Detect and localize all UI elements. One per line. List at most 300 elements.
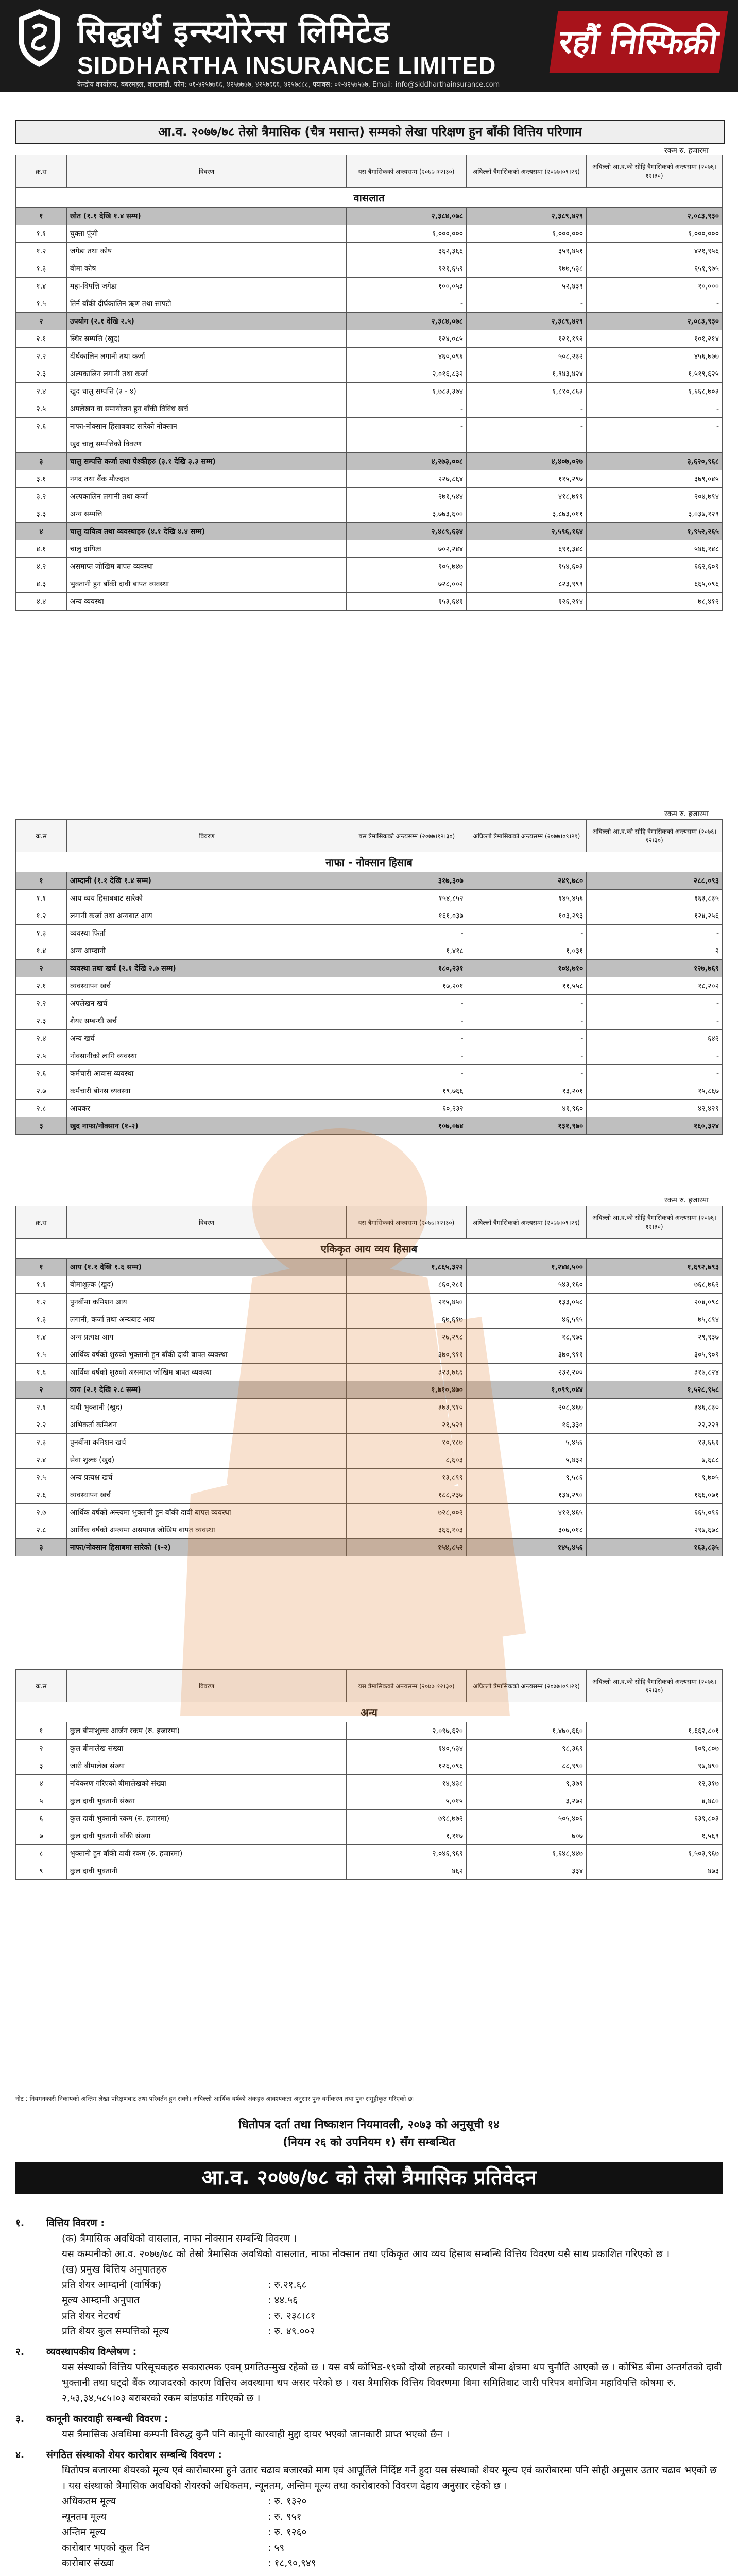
table-row <box>16 977 723 995</box>
row-sn: ६ <box>16 1810 67 1827</box>
company-contact: केन्द्रीय कार्यालय, बबरमहल, काठमाडौं, फोन: ०१-४२५७७६६, ४२५७७७७, ४२५७६६६, ४२५७८८८, फ्याक्स: ०१-४२५७५७७, Email: info@siddharthainsurance.com <box>77 81 500 89</box>
kv-item <box>15 2308 723 2324</box>
row-prev-year: - <box>587 995 723 1012</box>
row-sn: २.६ <box>16 1486 67 1504</box>
row-sn: २.४ <box>16 383 67 400</box>
row-sn: २.२ <box>16 995 67 1012</box>
company-name-english: SIDDHARTHA INSURANCE LIMITED <box>77 52 496 79</box>
table-row <box>16 925 723 942</box>
table-row <box>16 225 723 243</box>
row-prev-quarter: ५०५,४०६ <box>467 1810 587 1827</box>
table-row <box>16 453 723 470</box>
row-prev-year: ४,४८० <box>587 1792 723 1810</box>
row-prev-year: २९,९३७ <box>586 1329 722 1346</box>
row-prev-year: १२७,७६९ <box>587 960 723 977</box>
row-this-quarter: १,४१८ <box>347 942 467 960</box>
row-prev-year: २०४,०९८ <box>586 1294 722 1311</box>
share-list <box>15 2494 723 2571</box>
row-this-quarter: १००,०५३ <box>347 278 467 295</box>
table-row <box>16 890 723 907</box>
row-prev-year: - <box>587 1047 723 1065</box>
row-label: आर्थिक वर्षको शुरुको भुक्तानी हुन बाँकी दावी बापत व्यवस्था <box>66 1346 346 1364</box>
table-row <box>16 348 723 365</box>
col-this-quarter: यस त्रैमासिकको अन्त्यसम्म (२०७७।१२।३०) <box>347 1670 467 1702</box>
row-this-quarter: १४०,५३४ <box>347 1740 467 1757</box>
row-prev-quarter: ३५९,४५१ <box>467 243 587 260</box>
table-row <box>16 1539 723 1556</box>
row-prev-quarter: ५,४३२ <box>466 1451 586 1469</box>
table-row <box>16 260 723 278</box>
row-prev-quarter: १४५,४५६ <box>466 1539 586 1556</box>
row-label: कर्मचारी आवास व्यवस्था <box>67 1065 347 1082</box>
row-prev-year: ३१७,८२४ <box>586 1364 722 1381</box>
col-this-quarter: यस त्रैमासिकको अन्त्यसम्म (२०७७।१२।३०) <box>347 155 467 188</box>
table-row <box>16 1065 723 1082</box>
row-sn: २.१ <box>16 330 67 348</box>
row-prev-quarter: ११,५५८ <box>467 977 587 995</box>
row-prev-quarter: ९,५८६ <box>466 1469 586 1486</box>
row-sn: १.५ <box>16 1346 67 1364</box>
table-row <box>16 1346 723 1364</box>
row-prev-year: १६३,८३५ <box>586 1539 722 1556</box>
row-label: आर्थिक वर्षको अन्त्यमा भुक्तानी हुन बाँकी दावी बापत व्यवस्था <box>66 1504 346 1521</box>
table-row <box>16 1757 723 1775</box>
row-this-quarter: २,४८९,६३४ <box>347 523 467 540</box>
row-this-quarter: ४६०,०९६ <box>347 348 467 365</box>
row-sn: १ <box>16 1259 67 1276</box>
row-prev-year: ७६८,७६२ <box>586 1276 722 1294</box>
row-label: अन्य खर्च <box>67 1030 347 1047</box>
col-particulars: विवरण <box>66 1670 346 1702</box>
table-row <box>16 295 723 313</box>
row-this-quarter: ७०२,२४४ <box>347 540 467 558</box>
row-this-quarter: १३,८९९ <box>346 1469 466 1486</box>
row-sn: ३ <box>16 1757 67 1775</box>
row-prev-quarter: ४१२,४६५ <box>466 1504 586 1521</box>
row-this-quarter: १०७,०७४ <box>347 1117 467 1135</box>
row-sn: २.५ <box>16 1469 67 1486</box>
row-this-quarter: ३६२,३६६ <box>347 243 467 260</box>
row-sn: २.३ <box>16 365 67 383</box>
row-prev-year: ४२,४२९ <box>587 1100 723 1117</box>
row-prev-year: १३,६६१ <box>586 1434 722 1451</box>
section-text: यस संस्थाको वित्तिय परिसूचकहरु सकारात्मक एवम् प्रगतिउन्मुख रहेको छ । यस वर्ष कोभिड-१९को दोस्रो लहरको कारणले बीमा क्षेत्रमा थप चुनौति आएको छ । कोभिड बीमा अन्तर्गतको दावी भुक्तानी तथा घट्दो बैंक व्याजदरको कारण वित्तिय अवस्थामा थप असर परेको छ । यस त्रैमासिक वित्तिय विवरणमा बिमा समितिबाट जारी परिपत्र बमोजिम महाविपत्ति कोषमा रु. २,५३,३४,५८५।०३ बराबरको रकम बांडफांड गरिएको छ । <box>62 2362 722 2404</box>
section-subheading: (ख) प्रमुख वित्तिय अनुपातहरु <box>62 2264 167 2275</box>
table-row <box>16 1862 723 1880</box>
row-prev-quarter: २,५९६,१६४ <box>467 523 587 540</box>
row-prev-quarter: १,०००,००० <box>467 225 587 243</box>
row-label: आर्थिक वर्षको शुरुको असमाप्त जोखिम बापत व्यवस्था <box>66 1364 346 1381</box>
row-this-quarter: ४,२७३,००८ <box>347 453 467 470</box>
row-prev-year: ७,६८८ <box>586 1451 722 1469</box>
row-prev-quarter: १,४७०,६६० <box>467 1722 587 1740</box>
row-prev-year: १०१,२१४ <box>586 330 722 348</box>
others-table <box>15 1669 723 1880</box>
row-sn: १.१ <box>16 1276 67 1294</box>
row-sn: २.५ <box>16 1047 67 1065</box>
row-sn: १.२ <box>16 1294 67 1311</box>
row-sn: १.१ <box>16 890 67 907</box>
row-sn: ९ <box>16 1862 67 1880</box>
row-this-quarter: २१५,४५० <box>346 1294 466 1311</box>
table-row <box>16 1100 723 1117</box>
row-label: कुल बीमाशुल्क आर्जन रकम (रु. हजारमा) <box>66 1722 346 1740</box>
row-sn: ४ <box>16 523 67 540</box>
row-prev-year: ९७,४९० <box>587 1757 723 1775</box>
row-prev-year: १,५०३,९६७ <box>587 1845 723 1862</box>
row-label: कुल दावी भुक्तानी बाँकी संख्या <box>66 1827 346 1845</box>
row-label: बीमाशुल्क (खुद) <box>66 1276 346 1294</box>
row-this-quarter: - <box>347 1065 467 1082</box>
row-label: व्यय (२.१ देखि २.८ सम्म) <box>66 1381 346 1399</box>
quarterly-report <box>15 2210 723 2576</box>
row-prev-quarter: ९८,३६९ <box>467 1740 587 1757</box>
row-prev-quarter: - <box>467 1030 587 1047</box>
row-prev-quarter: - <box>467 1012 587 1030</box>
row-sn: ३.२ <box>16 488 67 505</box>
row-sn: ३ <box>16 1117 67 1135</box>
table-row <box>16 1434 723 1451</box>
row-prev-quarter: ६९१,३४८ <box>467 540 587 558</box>
row-this-quarter: १८८,२३७ <box>346 1486 466 1504</box>
row-prev-year: २,०८३,९३० <box>586 208 722 225</box>
col-sn: क्र.स <box>16 1670 67 1702</box>
row-prev-quarter: - <box>467 400 587 418</box>
row-prev-quarter: - <box>467 418 587 435</box>
row-this-quarter: ७२८,००२ <box>346 1504 466 1521</box>
ratio-list <box>15 2277 723 2339</box>
row-sn: १.३ <box>16 925 67 942</box>
row-sn: १.४ <box>16 942 67 960</box>
row-sn: २.५ <box>16 400 67 418</box>
section-text: यस कम्पनीको आ.व. २०७७/७८ को तेस्रो त्रैमासिक अवधिको वासलात, नाफा नोक्सान तथा एकिकृत आय व्यय हिसाब सम्बन्धि वित्तिय विवरण यसै साथ प्रकाशित गरिएको छ । <box>62 2248 670 2260</box>
row-label: अन्य सम्पत्ति <box>66 505 346 523</box>
row-label: चालु सम्पत्ति कर्जा तथा पेश्कीहरु (३.१ देखि ३.३ सम्म) <box>66 453 346 470</box>
table-section-title <box>16 1702 723 1722</box>
col-prev-quarter: अघिल्लो त्रैमासिकको अन्त्यसम्म (२०७७।०९।२९) <box>467 820 587 852</box>
row-sn: ३ <box>16 1539 67 1556</box>
row-label: बीमा कोष <box>66 260 346 278</box>
row-this-quarter: १०,१८७ <box>346 1434 466 1451</box>
row-sn: २.२ <box>16 348 67 365</box>
table-row <box>16 1329 723 1346</box>
row-prev-quarter: १३३,०५८ <box>466 1294 586 1311</box>
table-row <box>16 505 723 523</box>
row-label: आयकर <box>67 1100 347 1117</box>
table-row <box>16 558 723 575</box>
table-row <box>16 1294 723 1311</box>
row-this-quarter: ६०,२३२ <box>347 1100 467 1117</box>
kv-value: : रु. १२६० <box>268 2527 307 2538</box>
row-label: उपयोग (२.१ देखि २.५) <box>66 313 346 330</box>
section-heading: ३. कानूनी कारवाही सम्बन्धी विवरण : <box>15 2413 168 2425</box>
row-prev-quarter: २,३८९,४२९ <box>467 313 587 330</box>
row-this-quarter: १२४,०८५ <box>347 330 467 348</box>
row-prev-quarter: ३३४ <box>467 1862 587 1880</box>
row-sn: २.७ <box>16 1082 67 1100</box>
row-sn: २.१ <box>16 1399 67 1416</box>
kv-key: प्रति शेयर नेटवर्थ <box>62 2310 121 2321</box>
kv-key: अधिकतम मूल्य <box>62 2496 116 2507</box>
row-sn: ७ <box>16 1827 67 1845</box>
table-row <box>16 1047 723 1065</box>
table-row <box>16 330 723 348</box>
row-prev-year: ४७३ <box>587 1862 723 1880</box>
row-sn: १.२ <box>16 907 67 925</box>
kv-item <box>15 2494 723 2509</box>
table-row <box>16 1792 723 1810</box>
row-prev-year: १,६६२,८०१ <box>587 1722 723 1740</box>
row-this-quarter: २१,५२९ <box>346 1416 466 1434</box>
row-prev-year: ६५१,९७५ <box>586 260 722 278</box>
row-prev-quarter: १८,९७६ <box>466 1329 586 1346</box>
section-title: एकिकृत आय व्यय हिसाब <box>16 1239 723 1259</box>
row-prev-quarter: २०८,४६७ <box>466 1399 586 1416</box>
row-this-quarter: २,०१६,८३२ <box>347 365 467 383</box>
company-header <box>0 0 738 92</box>
row-label: अन्य प्रत्यक्ष खर्च <box>66 1469 346 1486</box>
annex-line-1: धितोपत्र दर्ता तथा निष्काशन नियमावली, २०७३ को अनुसूची १४ <box>238 2119 500 2131</box>
row-sn: २.८ <box>16 1100 67 1117</box>
row-sn: १.३ <box>16 1311 67 1329</box>
table-section-title <box>16 852 723 872</box>
row-sn: ४.३ <box>16 575 67 593</box>
table-row <box>16 942 723 960</box>
row-label: खुद चालु सम्पत्ति (३ - ४) <box>66 383 346 400</box>
kv-key: न्यूनतम मूल्य <box>62 2511 107 2522</box>
kv-value: : रु. ९५१ <box>268 2511 302 2522</box>
row-prev-quarter: १,२४४,५०० <box>466 1259 586 1276</box>
row-prev-quarter: ८२३,९९९ <box>467 575 587 593</box>
row-prev-year: ४५६,७७७ <box>586 348 722 365</box>
kv-value: : रु. ४९.००२ <box>268 2326 315 2337</box>
kv-key: मूल्य आम्दानी अनुपात <box>62 2295 140 2306</box>
row-label: लगानी कर्जा तथा अन्यबाट आय <box>67 907 347 925</box>
row-prev-quarter: ४,४०७,०२७ <box>467 453 587 470</box>
row-this-quarter: ३२३,७६६ <box>346 1364 466 1381</box>
company-slogan: रहौं निस्फिक्री <box>550 11 728 73</box>
table-row <box>16 208 723 225</box>
row-sn: १ <box>16 208 67 225</box>
kv-item <box>15 2293 723 2308</box>
row-prev-year: ७५,८९४ <box>586 1311 722 1329</box>
table-row <box>16 1399 723 1416</box>
row-sn: २.२ <box>16 1416 67 1434</box>
row-sn: १ <box>16 872 67 890</box>
table-row <box>16 1082 723 1100</box>
row-label: व्यवस्थापन खर्च <box>67 977 347 995</box>
row-this-quarter: - <box>347 418 467 435</box>
row-label: पुनर्बीमा कमिशन खर्च <box>66 1434 346 1451</box>
row-label: अभिकर्ता कमिशन <box>66 1416 346 1434</box>
row-prev-year: ३,६२०,९६८ <box>586 453 722 470</box>
row-this-quarter: ३७३,९१० <box>346 1399 466 1416</box>
company-name-nepali: सिद्धार्थ इन्स्योरेन्स लिमिटेड <box>77 14 391 50</box>
row-this-quarter: ७२८,००२ <box>347 575 467 593</box>
col-prev-quarter: अघिल्लो त्रैमासिकको अन्त्यसम्म (२०७७।०९।२९) <box>467 155 587 188</box>
row-prev-year: २०४,७९४ <box>586 488 722 505</box>
table-row <box>16 575 723 593</box>
row-this-quarter: १,८६५,३२२ <box>346 1259 466 1276</box>
table-row <box>16 1486 723 1504</box>
row-label: दीर्घकालिन लगानी तथा कर्जा <box>66 348 346 365</box>
row-label: पुनर्बीमा कमिशन आय <box>66 1294 346 1311</box>
row-prev-quarter: ९,३७९ <box>467 1775 587 1792</box>
row-label: जारी बीमालेख संख्या <box>66 1757 346 1775</box>
table-row <box>16 1030 723 1047</box>
row-this-quarter: १,७१०,४७० <box>346 1381 466 1399</box>
table-row <box>16 1845 723 1862</box>
col-prev-year: अघिल्लो आ.व.को सोहि त्रैमासिकको अन्त्यसम्म (२०७६।१२।३०) <box>586 1206 722 1239</box>
row-prev-quarter: ५,४५६ <box>466 1434 586 1451</box>
row-label: शेयर सम्बन्धी खर्च <box>67 1012 347 1030</box>
row-prev-quarter: ३०७,०१८ <box>466 1521 586 1539</box>
table-row <box>16 383 723 400</box>
row-label: भुक्तानी हुन बाँकी दावी बापत व्यवस्था <box>66 575 346 593</box>
row-prev-year: १,६९२,७९३ <box>586 1259 722 1276</box>
row-prev-year <box>586 435 722 453</box>
unit-label-2: रकम रु. हजारमा <box>664 810 709 818</box>
row-this-quarter: १५४,८५२ <box>347 890 467 907</box>
row-this-quarter: १८०,२३१ <box>347 960 467 977</box>
row-this-quarter: - <box>347 1030 467 1047</box>
row-prev-year: १,५२८,९५८ <box>586 1381 722 1399</box>
row-prev-year: १०,००० <box>586 278 722 295</box>
row-sn: २.८ <box>16 1521 67 1539</box>
row-prev-year: १,५१९,६२५ <box>586 365 722 383</box>
table-row <box>16 1775 723 1792</box>
row-label: चालु दायित्व तथा व्यवस्थाहरु (४.१ देखि ४.४ सम्म) <box>66 523 346 540</box>
row-prev-year: ५४६,१४८ <box>586 540 722 558</box>
table-row <box>16 278 723 295</box>
table-row <box>16 1740 723 1757</box>
table-row <box>16 523 723 540</box>
row-prev-quarter: २,३८९,४२९ <box>467 208 587 225</box>
row-this-quarter: २७,२९८ <box>346 1329 466 1346</box>
row-label: नविकरण गरिएको बीमालेखको संख्या <box>66 1775 346 1792</box>
section-title: अन्य <box>16 1702 723 1722</box>
row-label: असमाप्त जोखिम बापत व्यवस्था <box>66 558 346 575</box>
row-sn: २.३ <box>16 1434 67 1451</box>
row-label: सेवा शुल्क (खुद) <box>66 1451 346 1469</box>
unit-label-3: रकम रु. हजारमा <box>664 1196 709 1205</box>
row-sn: १.३ <box>16 260 67 278</box>
section-text: यस त्रैमासिक अवधिमा कम्पनी विरुद्ध कुनै पनि कानूनी कारवाही मुद्दा दायर भएको जानकारी प्राप्त भएको छैन । <box>62 2429 450 2440</box>
row-prev-year: ७८,४१२ <box>586 593 722 611</box>
row-prev-quarter: १३,२०१ <box>467 1082 587 1100</box>
row-label: नोक्सानीको लागि व्यवस्था <box>67 1047 347 1065</box>
row-this-quarter: ३७०,९११ <box>346 1346 466 1364</box>
row-this-quarter: ७९८,७७२ <box>347 1810 467 1827</box>
row-prev-quarter: ५२,४३९ <box>467 278 587 295</box>
row-label: कुल बीमालेख संख्या <box>66 1740 346 1757</box>
row-label: आय व्यय हिसाबबाट सारेको <box>67 890 347 907</box>
row-sn: १.२ <box>16 243 67 260</box>
kv-value: : रु. २३८।८१ <box>268 2310 316 2321</box>
row-prev-quarter: १०४,७१० <box>467 960 587 977</box>
row-prev-year: - <box>587 925 723 942</box>
row-prev-quarter: २४९,७८० <box>467 872 587 890</box>
kv-item <box>15 2555 723 2571</box>
col-particulars: विवरण <box>66 155 346 188</box>
row-label: व्यवस्था तथा खर्च (२.१ देखि २.७ सम्म) <box>67 960 347 977</box>
row-label: खुद नाफा/नोक्सान (१-२) <box>67 1117 347 1135</box>
row-prev-quarter: ५०८,२३२ <box>467 348 587 365</box>
row-prev-year: १,९५२,२६५ <box>586 523 722 540</box>
row-label: नगद तथा बैंक मौज्दात <box>66 470 346 488</box>
row-prev-year: १८,२०२ <box>587 977 723 995</box>
row-this-quarter: - <box>347 925 467 942</box>
balance-sheet-table <box>15 155 723 611</box>
row-label: अल्पकालिन लगानी तथा कर्जा <box>66 365 346 383</box>
row-prev-year: १२,३१७ <box>587 1775 723 1792</box>
row-prev-quarter: १,०३१ <box>467 942 587 960</box>
row-label: जगेडा तथा कोष <box>66 243 346 260</box>
row-prev-year: ४२१,९५६ <box>586 243 722 260</box>
row-sn: २ <box>16 313 67 330</box>
row-sn <box>16 435 67 453</box>
row-this-quarter: १९,७६६ <box>347 1082 467 1100</box>
row-prev-quarter: ४१,९६० <box>467 1100 587 1117</box>
row-prev-year: ६६५,०९६ <box>586 1504 722 1521</box>
row-prev-quarter: १,९४३,४२४ <box>467 365 587 383</box>
row-this-quarter: १७,२०१ <box>347 977 467 995</box>
kv-value: : रु.२१.६८ <box>268 2279 307 2291</box>
unit-label: रकम रु. हजारमा <box>664 147 709 155</box>
row-this-quarter <box>347 435 467 453</box>
annex-line-2: (नियम २६ को उपनियम १) सँग सम्बन्धित <box>283 2136 455 2149</box>
row-prev-year: ६६५,०९६ <box>586 575 722 593</box>
col-sn: क्र.स <box>16 155 67 188</box>
row-prev-year: १,६६८,७०३ <box>586 383 722 400</box>
row-label: व्यवस्थापन खर्च <box>66 1486 346 1504</box>
table-row <box>16 1276 723 1294</box>
row-label: आर्थिक वर्षको अन्त्यमा असमाप्त जोखिम बापत व्यवस्था <box>66 1521 346 1539</box>
row-label: कुल दावी भुक्तानी <box>66 1862 346 1880</box>
row-label: चालु दायित्व <box>66 540 346 558</box>
row-prev-quarter: ९५४,६०३ <box>467 558 587 575</box>
row-label: व्यवस्था फिर्ता <box>67 925 347 942</box>
row-this-quarter: २,०४६,९६९ <box>347 1845 467 1862</box>
col-prev-quarter: अघिल्लो त्रैमासिकको अन्त्यसम्म (२०७७।०९।२९) <box>466 1206 586 1239</box>
row-sn: २.६ <box>16 1065 67 1082</box>
row-sn: ३ <box>16 453 67 470</box>
table-row <box>16 1012 723 1030</box>
row-prev-quarter: १,०९९,०४४ <box>466 1381 586 1399</box>
row-prev-quarter: १०३,२९३ <box>467 907 587 925</box>
col-prev-quarter: अघिल्लो त्रैमासिकको अन्त्यसम्म (२०७७।०९।२९) <box>467 1670 587 1702</box>
table-row <box>16 995 723 1012</box>
section-title: वासलात <box>16 188 723 208</box>
table-row <box>16 593 723 611</box>
section-heading: ४. संगठित संस्थाको शेयर कारोबार सम्बन्धि विवरण : <box>15 2449 222 2461</box>
row-prev-quarter: ७०७ <box>467 1827 587 1845</box>
row-label: खुद चालु सम्पत्तिको विवरण <box>66 435 346 453</box>
table-row <box>16 1722 723 1740</box>
table-row <box>16 1827 723 1845</box>
row-label: नाफा-नोक्सान हिसाबबाट सारेको नोक्सान <box>66 418 346 435</box>
row-label: अपलेखन खर्च <box>67 995 347 1012</box>
section-heading: २. व्यवस्थापकीय विश्लेषण : <box>15 2346 137 2358</box>
row-sn: २.१ <box>16 977 67 995</box>
kv-item <box>15 2277 723 2293</box>
row-sn: ३.३ <box>16 505 67 523</box>
row-prev-year: २२,२२९ <box>586 1416 722 1434</box>
section-text: धितोपत्र बजारमा शेयरको मूल्य एवं कारोबारमा हुने उतार चढाव बजारको माग एवं आपूर्तिले निर्दिष्ट गर्ने हुदा यस संस्थाको शेयर मूल्य एवं कारोबारमा पनि सोही अनुसार उतार चढाव भएको छ । यस संस्थाको त्रैमासिक अवधिको शेयरको अधिकतम, न्यूनतम, अन्तिम मूल्य तथा कारोबारको विवरण देहाय अनुसार रहेको छ । <box>62 2465 717 2492</box>
row-prev-year: १५,८६७ <box>587 1082 723 1100</box>
row-sn: १.४ <box>16 278 67 295</box>
row-sn: ४.२ <box>16 558 67 575</box>
